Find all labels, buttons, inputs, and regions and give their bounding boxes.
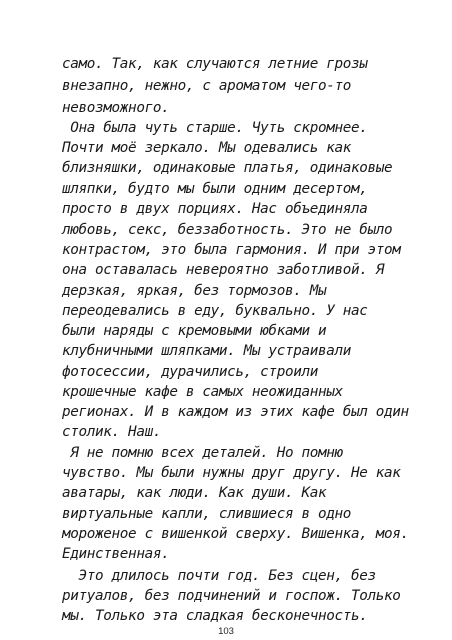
text-line: невозможного.	[62, 100, 170, 116]
text-line: были наряды с кремовыми юбками и	[62, 323, 327, 339]
text-line: любовь, секс, беззаботность. Это не было	[62, 222, 393, 238]
text-line: шляпки, будто мы были одним десертом,	[62, 181, 368, 197]
text-line: столик. Наш.	[62, 424, 162, 440]
text-line: регионах. И в каждом из этих кафе был один	[62, 404, 409, 420]
text-line: близняшки, одинаковые платья, одинаковые	[62, 160, 393, 176]
text-line: Я не помню всех деталей. Но помню	[62, 445, 343, 461]
text-line: само. Так, как случаются летние грозы	[62, 56, 368, 72]
text-line: внезапно, нежно, с ароматом чего-то	[62, 78, 352, 94]
text-line: Единственная.	[62, 546, 170, 562]
text-line: просто в двух порциях. Нас объединяла	[62, 201, 368, 217]
text-line: Почти моё зеркало. Мы одевались как	[62, 140, 352, 156]
text-line: мы. Только эта сладкая бесконечность.	[62, 608, 368, 624]
page-number: 103	[218, 626, 234, 637]
text-line: Это длилось почти год. Без сцен, без	[62, 568, 376, 584]
text-line: ритуалов, без подчинений и госпож. Только	[62, 588, 401, 604]
text-line: контрастом, это была гармония. И при этом	[62, 242, 401, 258]
text-line: аватары, как люди. Как души. Как	[62, 485, 327, 501]
text-line: виртуальные капли, слившиеся в одно	[62, 506, 352, 522]
text-line: чувство. Мы были нужны друг другу. Не как	[62, 465, 401, 481]
text-line: переодевались в еду, буквально. У нас	[62, 303, 368, 319]
text-line: Она была чуть старше. Чуть скромнее.	[62, 120, 368, 136]
text-line: крошечные кафе в самых неожиданных	[62, 384, 343, 400]
text-line: мороженое с вишенкой сверху. Вишенка, моя.	[62, 526, 409, 542]
text-line: дерзкая, яркая, без тормозов. Мы	[62, 283, 327, 299]
text-line: клубничными шляпками. Мы устраивали	[62, 343, 352, 359]
text-line: фотосессии, дурачились, строили	[62, 364, 318, 380]
text-line: она оставалась невероятно заботливой. Я	[62, 262, 385, 278]
